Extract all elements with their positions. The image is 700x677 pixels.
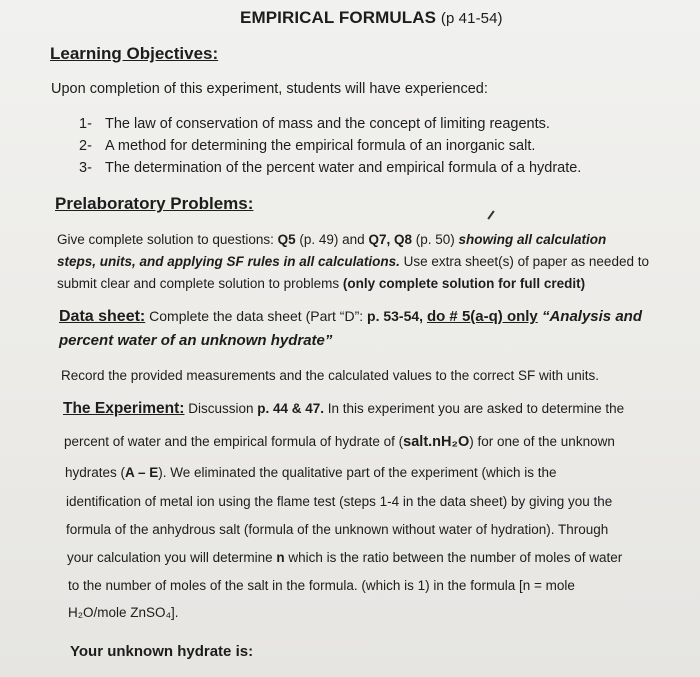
unknown-hydrate-label: Your unknown hydrate is: [70, 643, 254, 660]
prelab-line-2: steps, units, and applying SF rules in all calculations. Use extra sheet(s) of paper as needed to [57, 254, 649, 269]
learning-intro: Upon completion of this experiment, students will have experienced: [51, 81, 488, 97]
title-pages: (p 41-54) [440, 10, 503, 27]
experiment-line-2: percent of water and the empirical formula of hydrate of (salt.nH₂O) for one of the unknown [64, 434, 615, 450]
objective-number: 3- [79, 160, 92, 176]
pen-tick-mark [487, 210, 494, 219]
datasheet-line-1: Data sheet: Complete the data sheet (Part “D”: p. 53-54, do # 5(a-q) only “Analysis and [59, 308, 642, 325]
experiment-line-6: your calculation you will determine n which is the ratio between the number of moles of water [67, 550, 623, 565]
objective-number: 2- [79, 138, 92, 154]
experiment-line-5: formula of the anhydrous salt (formula of the unknown without water of hydration). Through [66, 522, 609, 537]
objective-item-2 [79, 138, 535, 154]
experiment-line-8: H₂O/mole ZnSO₄]. [68, 605, 179, 620]
datasheet-record: Record the provided measurements and the calculated values to the correct SF with units. [61, 368, 600, 383]
objective-item-1 [79, 116, 550, 132]
learning-objectives-heading: Learning Objectives: [50, 44, 219, 63]
objective-text: The law of conservation of mass and the concept of limiting reagents. [105, 116, 550, 132]
objective-item-3 [79, 160, 581, 176]
datasheet-heading: Data sheet: [59, 308, 146, 325]
experiment-line-3: hydrates (A – E). We eliminated the qualitative part of the experiment (which is the [65, 465, 557, 480]
experiment-line-1: The Experiment: Discussion p. 44 & 47. In this experiment you are asked to determine the [63, 400, 625, 417]
datasheet-line-2: percent water of an unknown hydrate” [59, 332, 333, 349]
title-main: EMPIRICAL FORMULAS [240, 8, 437, 27]
experiment-line-7: to the number of moles of the salt in the formula. (which is 1) in the formula [n = mole [68, 578, 575, 593]
experiment-heading: The Experiment: [63, 400, 185, 417]
prelab-line-1: Give complete solution to questions: Q5 (p. 49) and Q7, Q8 (p. 50) showing all calculation [57, 232, 607, 247]
page-title [240, 8, 503, 28]
prelab-heading: Prelaboratory Problems: [55, 194, 254, 213]
experiment-line-4: identification of metal ion using the flame test (steps 1-4 in the data sheet) by giving you the [66, 494, 613, 509]
objective-number: 1- [79, 116, 92, 132]
objective-text: The determination of the percent water and empirical formula of a hydrate. [105, 160, 582, 176]
objective-text: A method for determining the empirical formula of an inorganic salt. [105, 138, 536, 154]
prelab-line-3: submit clear and complete solution to problems (only complete solution for full credit) [57, 276, 586, 291]
